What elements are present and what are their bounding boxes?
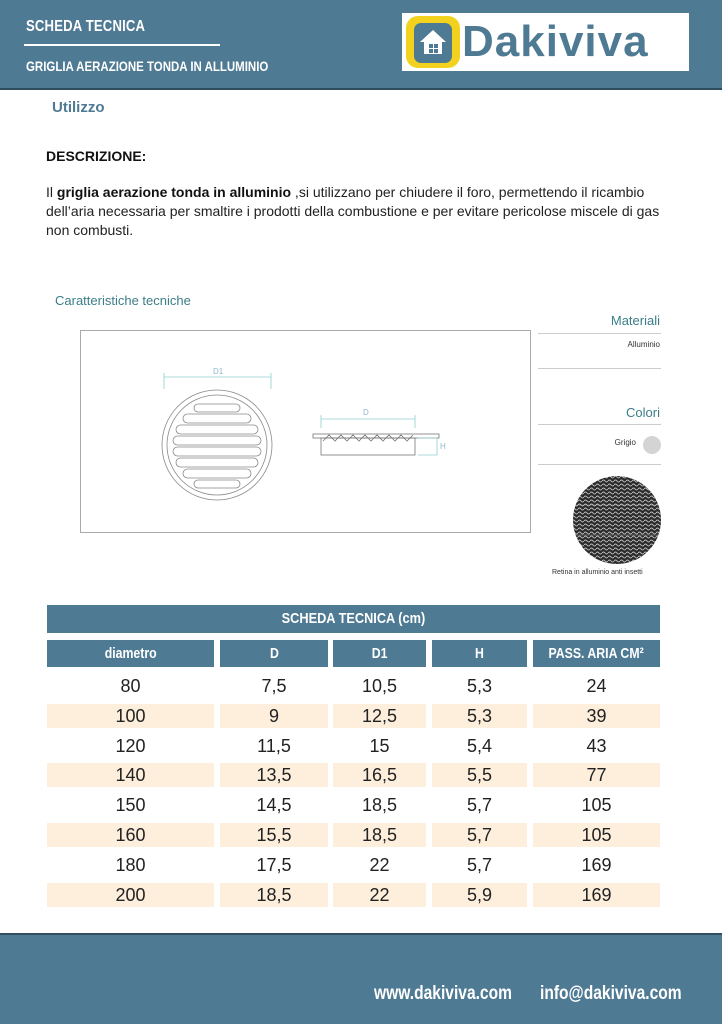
table-cell: 169: [581, 855, 612, 875]
header-divider: [24, 44, 220, 46]
table-cell: 5,3: [466, 676, 493, 696]
description-prefix: Il: [46, 184, 57, 200]
grille-drawing: [81, 331, 530, 532]
table-cell: 150: [115, 795, 146, 815]
label-d1: D1: [213, 367, 224, 376]
table-cell: 14,5: [256, 795, 292, 815]
header-pass-aria: PASS. ARIA CM²: [533, 640, 660, 667]
colors-bottom-divider: [538, 464, 661, 465]
header-subtitle: GRIGLIA AERAZIONE TONDA IN ALLUMINIO: [26, 58, 269, 74]
table-cell: 18,5: [361, 795, 398, 815]
page-header: [0, 0, 722, 90]
description-rest: ,si utilizzano per chiudere il foro, permettendo il ricambio dell’aria necessaria per smaltire i prodotti della combustione e per evitare pericolose miscele di gas non combusti.: [46, 184, 660, 238]
table-title: [47, 605, 660, 633]
table-cell: 160: [47, 823, 214, 847]
section-title: Utilizzo: [52, 99, 105, 116]
materials-divider: [538, 333, 661, 334]
table-cell: 180: [115, 855, 146, 875]
label-d: D: [363, 408, 369, 417]
footer-email[interactable]: info@dakiviva.com: [540, 983, 682, 1004]
header-d1: D1: [333, 640, 426, 667]
table-cell: 13,5: [220, 763, 328, 787]
brand-logo: [402, 13, 689, 71]
table-cell: 5,7: [466, 795, 493, 815]
table-cell: 120: [115, 736, 146, 756]
materials-value: Alluminio: [627, 340, 660, 349]
table-cell: 5,5: [432, 763, 527, 787]
header-d: D: [220, 640, 328, 667]
header-h: H: [432, 640, 527, 667]
table-cell: 105: [581, 795, 612, 815]
table-cell: 43: [586, 736, 607, 756]
header-diametro: diametro: [47, 640, 214, 667]
colors-divider: [538, 424, 661, 425]
table-cell: 5,4: [466, 736, 493, 756]
table-cell: 39: [533, 704, 660, 728]
table-cell: 140: [47, 763, 214, 787]
description-text: [46, 183, 686, 240]
technical-drawing: [80, 330, 531, 533]
brand-name: Dakiviva: [462, 17, 649, 66]
table-cell: 105: [533, 823, 660, 847]
house-icon: [404, 14, 462, 70]
table-cell: 24: [586, 676, 607, 696]
description-heading: DESCRIZIONE:: [46, 148, 147, 164]
table-cell: 5,3: [432, 704, 527, 728]
materials-bottom-divider: [538, 368, 661, 369]
colors-heading: Colori: [626, 405, 660, 420]
table-cell: 22: [333, 883, 426, 907]
table-title-text: SCHEDA TECNICA (cm): [281, 610, 426, 627]
side-view: [313, 415, 439, 455]
table-cell: 15,5: [220, 823, 328, 847]
table-cell: 9: [220, 704, 328, 728]
materials-heading: Materiali: [610, 313, 660, 328]
table-cell: 22: [369, 855, 390, 875]
table-cell: 16,5: [333, 763, 426, 787]
table-cell: 5,7: [432, 823, 527, 847]
table-cell: 5,9: [432, 883, 527, 907]
table-cell: 10,5: [361, 676, 398, 696]
page-footer: [0, 933, 722, 1024]
table-cell: 18,5: [220, 883, 328, 907]
color-swatch: [643, 436, 661, 454]
label-h: H: [440, 442, 446, 451]
table-cell: 5,7: [466, 855, 493, 875]
table-cell: 7,5: [261, 676, 287, 696]
footer-website[interactable]: www.dakiviva.com: [374, 983, 512, 1004]
mesh-caption: Retina in alluminio anti insetti: [552, 569, 643, 576]
table-cell: 100: [47, 704, 214, 728]
front-view: [162, 373, 272, 500]
colors-value: Grigio: [614, 438, 636, 447]
insect-mesh-image: [572, 475, 662, 565]
table-cell: 17,5: [256, 855, 292, 875]
table-cell: 18,5: [333, 823, 426, 847]
technical-heading: Caratteristiche tecniche: [55, 293, 191, 308]
header-title: SCHEDA TECNICA: [26, 18, 146, 35]
table-cell: 77: [533, 763, 660, 787]
description-product: griglia aerazione tonda in alluminio: [56, 184, 292, 200]
table-cell: 200: [47, 883, 214, 907]
table-cell: 11,5: [257, 736, 291, 756]
table-cell: 15: [369, 736, 390, 756]
table-cell: 12,5: [333, 704, 426, 728]
table-cell: 169: [533, 883, 660, 907]
table-cell: 80: [120, 676, 141, 696]
